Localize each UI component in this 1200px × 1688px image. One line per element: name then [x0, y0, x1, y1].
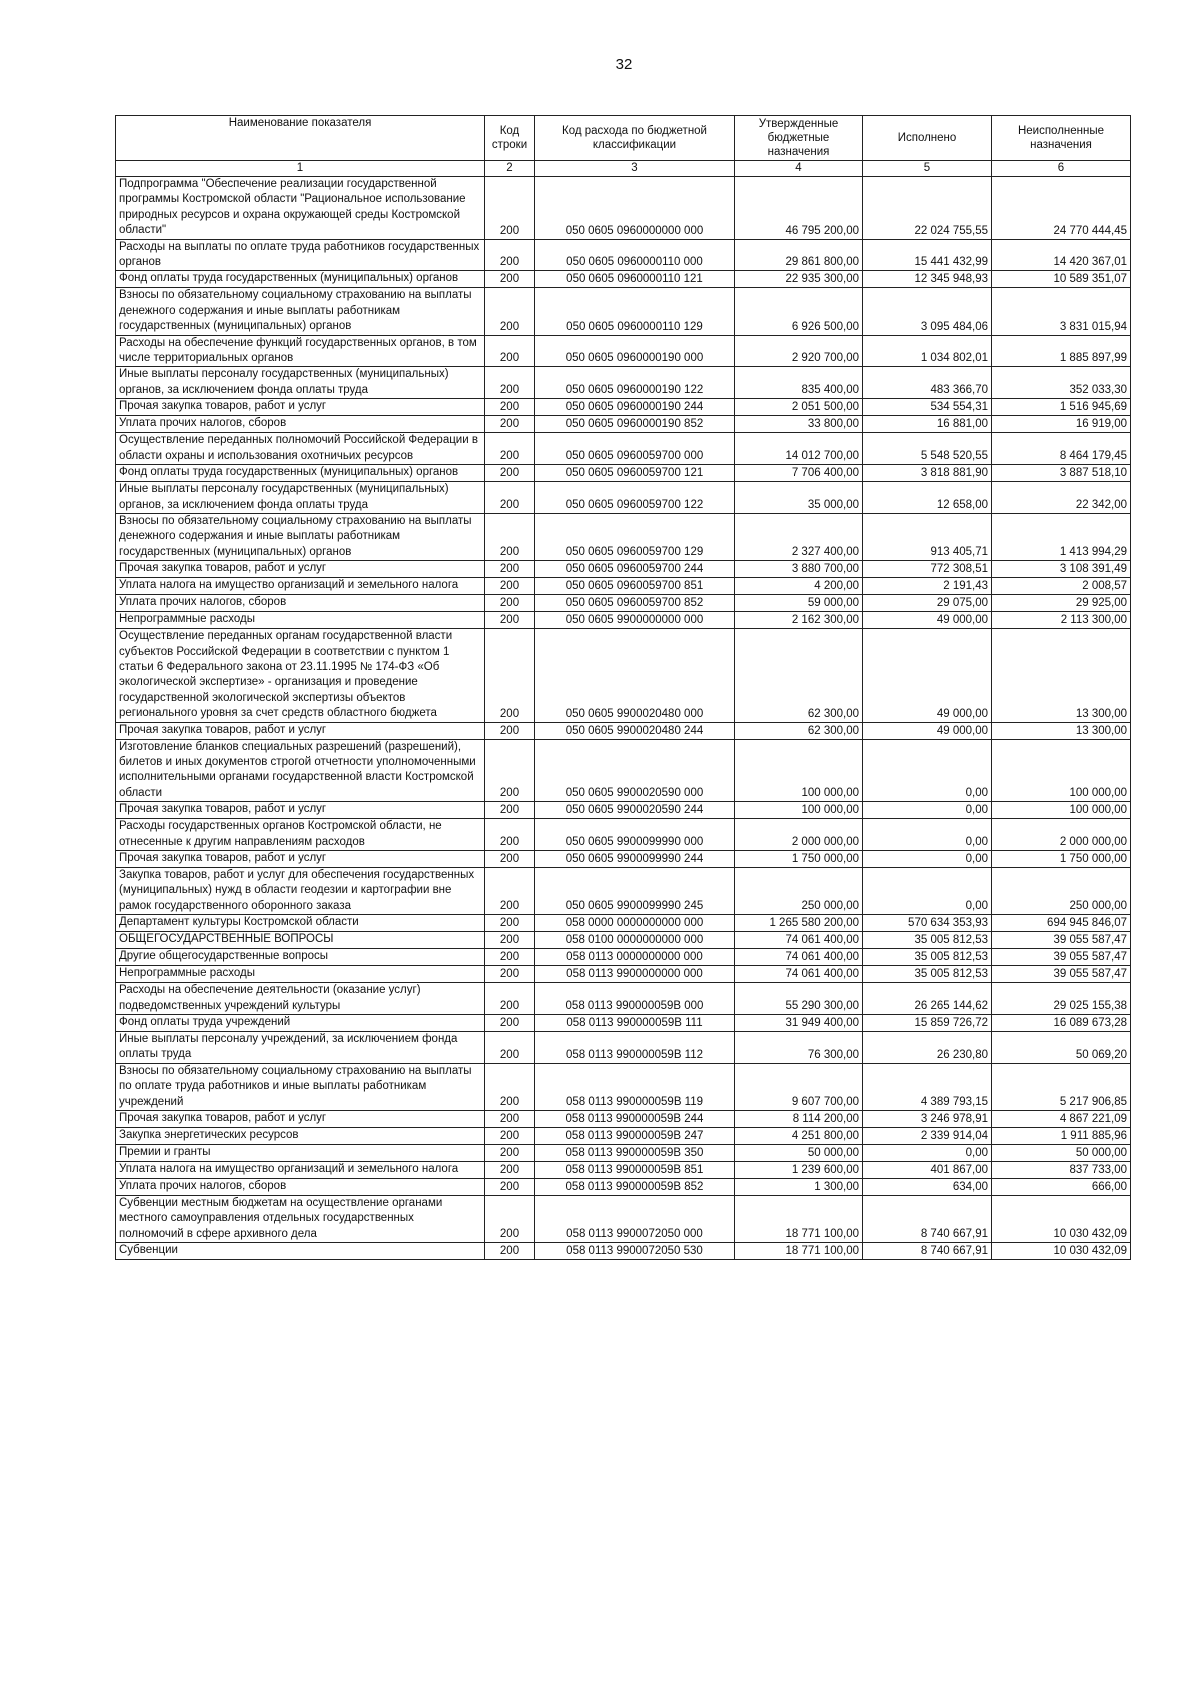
row-unexecuted: 2 113 300,00 — [992, 612, 1131, 629]
row-classification: 058 0113 990000059В 111 — [535, 1015, 735, 1032]
row-classification: 050 0605 0960000190 000 — [535, 335, 735, 367]
row-executed: 0,00 — [863, 802, 992, 819]
row-line-code: 200 — [485, 1128, 535, 1145]
row-name: Премии и гранты — [116, 1145, 485, 1162]
row-name: Непрограммные расходы — [116, 966, 485, 983]
row-unexecuted: 24 770 444,45 — [992, 177, 1131, 240]
budget-execution-table — [115, 115, 1131, 1260]
row-unexecuted: 4 867 221,09 — [992, 1111, 1131, 1128]
row-executed: 0,00 — [863, 739, 992, 802]
column-number: 5 — [863, 161, 992, 177]
row-classification: 058 0113 990000059В 851 — [535, 1162, 735, 1179]
row-unexecuted: 39 055 587,47 — [992, 932, 1131, 949]
row-approved: 76 300,00 — [735, 1032, 863, 1064]
row-classification: 058 0113 0000000000 000 — [535, 949, 735, 966]
row-approved: 2 327 400,00 — [735, 513, 863, 560]
row-classification: 050 0605 9900020590 244 — [535, 802, 735, 819]
row-unexecuted: 16 919,00 — [992, 416, 1131, 433]
table-row — [116, 416, 1131, 433]
row-executed: 15 859 726,72 — [863, 1015, 992, 1032]
row-unexecuted: 2 000 000,00 — [992, 819, 1131, 851]
header-name: Наименование показателя — [116, 116, 485, 161]
row-executed: 12 345 948,93 — [863, 271, 992, 288]
table-row — [116, 915, 1131, 932]
table-row — [116, 1032, 1131, 1064]
row-name: Прочая закупка товаров, работ и услуг — [116, 722, 485, 739]
row-unexecuted: 3 831 015,94 — [992, 288, 1131, 335]
row-name: Осуществление переданных органам государственной власти субъектов Российской Федерации в соответствии с пунктом 1 статьи 6 Федерального закона от 23.11.1995 № 174-ФЗ «Об экологической экспертизе» - организация и проведение государственной экологической экспертизы объектов регионального уровня за счет средств областного бюджета — [116, 629, 485, 722]
row-executed: 483 366,70 — [863, 367, 992, 399]
row-executed: 16 881,00 — [863, 416, 992, 433]
row-name: Подпрограмма "Обеспечение реализации государственной программы Костромской области "Рациональное использование природных ресурсов и охрана окружающей среды Костромской области" — [116, 177, 485, 240]
row-unexecuted: 10 030 432,09 — [992, 1243, 1131, 1260]
row-line-code: 200 — [485, 722, 535, 739]
row-name: Непрограммные расходы — [116, 612, 485, 629]
row-unexecuted: 1 750 000,00 — [992, 851, 1131, 868]
row-line-code: 200 — [485, 1111, 535, 1128]
row-name: Взносы по обязательному социальному страхованию на выплаты денежного содержания и иные выплаты работникам государственных (муниципальных) органов — [116, 288, 485, 335]
row-approved: 74 061 400,00 — [735, 932, 863, 949]
row-unexecuted: 2 008,57 — [992, 578, 1131, 595]
row-classification: 058 0113 990000059В 000 — [535, 983, 735, 1015]
row-line-code: 200 — [485, 1015, 535, 1032]
row-unexecuted: 1 885 897,99 — [992, 335, 1131, 367]
row-unexecuted: 29 025 155,38 — [992, 983, 1131, 1015]
row-approved: 250 000,00 — [735, 868, 863, 915]
row-name: Иные выплаты персоналу учреждений, за исключением фонда оплаты труда — [116, 1032, 485, 1064]
row-classification: 050 0605 0960059700 852 — [535, 595, 735, 612]
row-unexecuted: 10 030 432,09 — [992, 1196, 1131, 1243]
row-approved: 8 114 200,00 — [735, 1111, 863, 1128]
row-line-code: 200 — [485, 949, 535, 966]
row-unexecuted: 14 420 367,01 — [992, 239, 1131, 271]
table-row — [116, 1179, 1131, 1196]
row-name: Взносы по обязательному социальному страхованию на выплаты по оплате труда работников и иные выплаты работникам учреждений — [116, 1063, 485, 1110]
row-unexecuted: 100 000,00 — [992, 802, 1131, 819]
table-row — [116, 983, 1131, 1015]
row-executed: 8 740 667,91 — [863, 1196, 992, 1243]
row-approved: 100 000,00 — [735, 802, 863, 819]
row-approved: 22 935 300,00 — [735, 271, 863, 288]
row-name: Уплата налога на имущество организаций и земельного налога — [116, 578, 485, 595]
row-line-code: 200 — [485, 239, 535, 271]
row-name: Закупка товаров, работ и услуг для обеспечения государственных (муниципальных) нужд в области геодезии и картографии вне рамок государственного оборонного заказа — [116, 868, 485, 915]
row-line-code: 200 — [485, 629, 535, 722]
table-row — [116, 739, 1131, 802]
row-name: Прочая закупка товаров, работ и услуг — [116, 399, 485, 416]
row-executed: 12 658,00 — [863, 482, 992, 514]
row-line-code: 200 — [485, 1243, 535, 1260]
row-classification: 050 0605 0960059700 121 — [535, 465, 735, 482]
row-approved: 55 290 300,00 — [735, 983, 863, 1015]
row-classification: 050 0605 0960000000 000 — [535, 177, 735, 240]
table-row — [116, 1063, 1131, 1110]
row-classification: 050 0605 9900020590 000 — [535, 739, 735, 802]
row-classification: 050 0605 0960000190 852 — [535, 416, 735, 433]
row-line-code: 200 — [485, 1162, 535, 1179]
row-name: Расходы на обеспечение деятельности (оказание услуг) подведомственных учреждений культуры — [116, 983, 485, 1015]
row-classification: 050 0605 0960059700 244 — [535, 561, 735, 578]
row-approved: 2 051 500,00 — [735, 399, 863, 416]
column-number: 4 — [735, 161, 863, 177]
row-classification: 058 0000 0000000000 000 — [535, 915, 735, 932]
row-approved: 2 000 000,00 — [735, 819, 863, 851]
row-classification: 050 0605 0960059700 851 — [535, 578, 735, 595]
row-approved: 2 162 300,00 — [735, 612, 863, 629]
row-approved: 100 000,00 — [735, 739, 863, 802]
row-unexecuted: 13 300,00 — [992, 629, 1131, 722]
row-classification: 050 0605 0960000190 122 — [535, 367, 735, 399]
row-name: Уплата прочих налогов, сборов — [116, 595, 485, 612]
row-approved: 3 880 700,00 — [735, 561, 863, 578]
row-classification: 058 0113 990000059В 244 — [535, 1111, 735, 1128]
row-executed: 1 034 802,01 — [863, 335, 992, 367]
row-name: Иные выплаты персоналу государственных (муниципальных) органов, за исключением фонда оплаты труда — [116, 482, 485, 514]
row-approved: 1 750 000,00 — [735, 851, 863, 868]
table-row — [116, 271, 1131, 288]
table-row — [116, 819, 1131, 851]
row-name: Взносы по обязательному социальному страхованию на выплаты денежного содержания и иные выплаты работникам государственных (муниципальных) органов — [116, 513, 485, 560]
row-classification: 050 0605 0960000110 000 — [535, 239, 735, 271]
row-approved: 46 795 200,00 — [735, 177, 863, 240]
row-unexecuted: 3 108 391,49 — [992, 561, 1131, 578]
row-name: Уплата налога на имущество организаций и земельного налога — [116, 1162, 485, 1179]
row-approved: 62 300,00 — [735, 722, 863, 739]
row-unexecuted: 10 589 351,07 — [992, 271, 1131, 288]
row-line-code: 200 — [485, 595, 535, 612]
row-executed: 49 000,00 — [863, 612, 992, 629]
row-approved: 74 061 400,00 — [735, 949, 863, 966]
row-executed: 26 265 144,62 — [863, 983, 992, 1015]
row-unexecuted: 1 413 994,29 — [992, 513, 1131, 560]
row-line-code: 200 — [485, 335, 535, 367]
row-line-code: 200 — [485, 399, 535, 416]
table-row — [116, 629, 1131, 722]
row-unexecuted: 837 733,00 — [992, 1162, 1131, 1179]
row-unexecuted: 39 055 587,47 — [992, 966, 1131, 983]
row-classification: 050 0605 9900020480 000 — [535, 629, 735, 722]
row-name: Прочая закупка товаров, работ и услуг — [116, 561, 485, 578]
row-name: Субвенции — [116, 1243, 485, 1260]
row-name: Изготовление бланков специальных разрешений (разрешений), билетов и иных документов строгой отчетности уполномоченными исполнительными органами государственной власти Костромской области — [116, 739, 485, 802]
row-name: Прочая закупка товаров, работ и услуг — [116, 1111, 485, 1128]
row-line-code: 200 — [485, 819, 535, 851]
row-executed: 3 095 484,06 — [863, 288, 992, 335]
row-executed: 5 548 520,55 — [863, 433, 992, 465]
row-name: Прочая закупка товаров, работ и услуг — [116, 802, 485, 819]
row-line-code: 200 — [485, 288, 535, 335]
row-line-code: 200 — [485, 367, 535, 399]
row-name: Фонд оплаты труда государственных (муниципальных) органов — [116, 271, 485, 288]
row-executed: 8 740 667,91 — [863, 1243, 992, 1260]
row-line-code: 200 — [485, 868, 535, 915]
row-executed: 772 308,51 — [863, 561, 992, 578]
row-executed: 2 339 914,04 — [863, 1128, 992, 1145]
row-classification: 058 0113 990000059В 852 — [535, 1179, 735, 1196]
table-row — [116, 1162, 1131, 1179]
table-row — [116, 932, 1131, 949]
row-approved: 835 400,00 — [735, 367, 863, 399]
row-name: Уплата прочих налогов, сборов — [116, 416, 485, 433]
table-row — [116, 288, 1131, 335]
row-executed: 0,00 — [863, 868, 992, 915]
row-executed: 634,00 — [863, 1179, 992, 1196]
row-approved: 4 200,00 — [735, 578, 863, 595]
row-executed: 22 024 755,55 — [863, 177, 992, 240]
row-approved: 74 061 400,00 — [735, 966, 863, 983]
row-classification: 050 0605 0960000110 121 — [535, 271, 735, 288]
table-row — [116, 1128, 1131, 1145]
row-executed: 534 554,31 — [863, 399, 992, 416]
row-name: ОБЩЕГОСУДАРСТВЕННЫЕ ВОПРОСЫ — [116, 932, 485, 949]
row-executed: 29 075,00 — [863, 595, 992, 612]
row-name: Фонд оплаты труда государственных (муниципальных) органов — [116, 465, 485, 482]
row-unexecuted: 16 089 673,28 — [992, 1015, 1131, 1032]
row-line-code: 200 — [485, 177, 535, 240]
row-name: Субвенции местным бюджетам на осуществление органами местного самоуправления отдельных государственных полномочий в сфере архивного дела — [116, 1196, 485, 1243]
row-line-code: 200 — [485, 966, 535, 983]
table-row — [116, 1196, 1131, 1243]
row-line-code: 200 — [485, 561, 535, 578]
table-row — [116, 1145, 1131, 1162]
row-executed: 2 191,43 — [863, 578, 992, 595]
row-line-code: 200 — [485, 1145, 535, 1162]
row-executed: 4 389 793,15 — [863, 1063, 992, 1110]
row-name: Другие общегосударственные вопросы — [116, 949, 485, 966]
row-classification: 050 0605 9900099990 000 — [535, 819, 735, 851]
row-unexecuted: 50 069,20 — [992, 1032, 1131, 1064]
row-executed: 3 818 881,90 — [863, 465, 992, 482]
row-classification: 058 0113 990000059В 112 — [535, 1032, 735, 1064]
row-classification: 050 0605 0960000110 129 — [535, 288, 735, 335]
table-row — [116, 1015, 1131, 1032]
row-line-code: 200 — [485, 578, 535, 595]
row-line-code: 200 — [485, 433, 535, 465]
row-unexecuted: 13 300,00 — [992, 722, 1131, 739]
row-executed: 49 000,00 — [863, 629, 992, 722]
row-approved: 59 000,00 — [735, 595, 863, 612]
row-line-code: 200 — [485, 802, 535, 819]
row-executed: 3 246 978,91 — [863, 1111, 992, 1128]
row-classification: 050 0605 9900020480 244 — [535, 722, 735, 739]
header-classification: Код расхода по бюджетной классификации — [535, 116, 735, 161]
row-unexecuted: 1 911 885,96 — [992, 1128, 1131, 1145]
page-number: 32 — [615, 56, 633, 73]
row-line-code: 200 — [485, 1179, 535, 1196]
row-unexecuted: 352 033,30 — [992, 367, 1131, 399]
row-name: Осуществление переданных полномочий Российской Федерации в области охраны и использования охотничьих ресурсов — [116, 433, 485, 465]
column-number: 1 — [116, 161, 485, 177]
row-approved: 1 239 600,00 — [735, 1162, 863, 1179]
row-classification: 058 0100 0000000000 000 — [535, 932, 735, 949]
table-body — [116, 177, 1131, 1260]
row-unexecuted: 694 945 846,07 — [992, 915, 1131, 932]
row-unexecuted: 250 000,00 — [992, 868, 1131, 915]
row-executed: 35 005 812,53 — [863, 949, 992, 966]
row-executed: 570 634 353,93 — [863, 915, 992, 932]
row-line-code: 200 — [485, 271, 535, 288]
column-number: 3 — [535, 161, 735, 177]
row-unexecuted: 8 464 179,45 — [992, 433, 1131, 465]
table-row — [116, 868, 1131, 915]
table-row — [116, 949, 1131, 966]
row-approved: 18 771 100,00 — [735, 1196, 863, 1243]
row-line-code: 200 — [485, 851, 535, 868]
column-number: 2 — [485, 161, 535, 177]
row-executed: 913 405,71 — [863, 513, 992, 560]
table-row — [116, 513, 1131, 560]
row-classification: 050 0605 9900000000 000 — [535, 612, 735, 629]
row-executed: 49 000,00 — [863, 722, 992, 739]
table-header-row — [116, 116, 1131, 161]
row-approved: 35 000,00 — [735, 482, 863, 514]
row-approved: 1 300,00 — [735, 1179, 863, 1196]
table-row — [116, 433, 1131, 465]
row-classification: 050 0605 0960059700 000 — [535, 433, 735, 465]
row-executed: 0,00 — [863, 1145, 992, 1162]
row-unexecuted: 100 000,00 — [992, 739, 1131, 802]
row-classification: 050 0605 0960059700 122 — [535, 482, 735, 514]
row-unexecuted: 3 887 518,10 — [992, 465, 1131, 482]
row-name: Закупка энергетических ресурсов — [116, 1128, 485, 1145]
row-approved: 50 000,00 — [735, 1145, 863, 1162]
row-executed: 35 005 812,53 — [863, 932, 992, 949]
table-row — [116, 595, 1131, 612]
table-row — [116, 239, 1131, 271]
row-unexecuted: 22 342,00 — [992, 482, 1131, 514]
row-line-code: 200 — [485, 612, 535, 629]
row-name: Расходы на обеспечение функций государственных органов, в том числе территориальных органов — [116, 335, 485, 367]
table-row — [116, 851, 1131, 868]
row-name: Фонд оплаты труда учреждений — [116, 1015, 485, 1032]
row-line-code: 200 — [485, 482, 535, 514]
table-row — [116, 335, 1131, 367]
row-name: Расходы государственных органов Костромской области, не отнесенные к другим направлениям расходов — [116, 819, 485, 851]
row-classification: 058 0113 9900072050 530 — [535, 1243, 735, 1260]
row-classification: 058 0113 990000059В 247 — [535, 1128, 735, 1145]
row-name: Иные выплаты персоналу государственных (муниципальных) органов, за исключением фонда оплаты труда — [116, 367, 485, 399]
row-unexecuted: 1 516 945,69 — [992, 399, 1131, 416]
row-executed: 35 005 812,53 — [863, 966, 992, 983]
table-row — [116, 578, 1131, 595]
header-executed: Исполнено — [863, 116, 992, 161]
row-approved: 1 265 580 200,00 — [735, 915, 863, 932]
row-line-code: 200 — [485, 739, 535, 802]
header-line-code: Код строки — [485, 116, 535, 161]
row-approved: 6 926 500,00 — [735, 288, 863, 335]
row-approved: 4 251 800,00 — [735, 1128, 863, 1145]
row-executed: 15 441 432,99 — [863, 239, 992, 271]
row-name: Уплата прочих налогов, сборов — [116, 1179, 485, 1196]
row-approved: 18 771 100,00 — [735, 1243, 863, 1260]
row-approved: 7 706 400,00 — [735, 465, 863, 482]
header-approved: Утвержденные бюджетные назначения — [735, 116, 863, 161]
row-unexecuted: 50 000,00 — [992, 1145, 1131, 1162]
row-classification: 058 0113 9900072050 000 — [535, 1196, 735, 1243]
row-classification: 058 0113 990000059В 119 — [535, 1063, 735, 1110]
column-number-row — [116, 161, 1131, 177]
row-executed: 0,00 — [863, 819, 992, 851]
row-line-code: 200 — [485, 915, 535, 932]
row-approved: 14 012 700,00 — [735, 433, 863, 465]
table-row — [116, 465, 1131, 482]
table-row — [116, 722, 1131, 739]
row-approved: 9 607 700,00 — [735, 1063, 863, 1110]
header-unexecuted: Неисполненные назначения — [992, 116, 1131, 161]
row-classification: 050 0605 9900099990 244 — [535, 851, 735, 868]
row-approved: 33 800,00 — [735, 416, 863, 433]
row-line-code: 200 — [485, 1063, 535, 1110]
row-classification: 058 0113 9900000000 000 — [535, 966, 735, 983]
row-classification: 050 0605 0960059700 129 — [535, 513, 735, 560]
row-classification: 050 0605 0960000190 244 — [535, 399, 735, 416]
row-name: Прочая закупка товаров, работ и услуг — [116, 851, 485, 868]
row-line-code: 200 — [485, 1032, 535, 1064]
row-executed: 0,00 — [863, 851, 992, 868]
table-row — [116, 177, 1131, 240]
table-row — [116, 802, 1131, 819]
row-unexecuted: 29 925,00 — [992, 595, 1131, 612]
row-unexecuted: 39 055 587,47 — [992, 949, 1131, 966]
row-approved: 62 300,00 — [735, 629, 863, 722]
row-line-code: 200 — [485, 416, 535, 433]
column-number: 6 — [992, 161, 1131, 177]
row-line-code: 200 — [485, 932, 535, 949]
row-approved: 2 920 700,00 — [735, 335, 863, 367]
row-line-code: 200 — [485, 1196, 535, 1243]
row-line-code: 200 — [485, 465, 535, 482]
row-executed: 401 867,00 — [863, 1162, 992, 1179]
row-unexecuted: 666,00 — [992, 1179, 1131, 1196]
row-line-code: 200 — [485, 983, 535, 1015]
row-classification: 058 0113 990000059В 350 — [535, 1145, 735, 1162]
row-executed: 26 230,80 — [863, 1032, 992, 1064]
table-row — [116, 612, 1131, 629]
row-line-code: 200 — [485, 513, 535, 560]
table-row — [116, 1243, 1131, 1260]
row-name: Департамент культуры Костромской области — [116, 915, 485, 932]
table-row — [116, 367, 1131, 399]
table-row — [116, 561, 1131, 578]
row-classification: 050 0605 9900099990 245 — [535, 868, 735, 915]
row-approved: 29 861 800,00 — [735, 239, 863, 271]
table-row — [116, 399, 1131, 416]
row-unexecuted: 5 217 906,85 — [992, 1063, 1131, 1110]
table-row — [116, 966, 1131, 983]
table-row — [116, 1111, 1131, 1128]
row-approved: 31 949 400,00 — [735, 1015, 863, 1032]
row-name: Расходы на выплаты по оплате труда работников государственных органов — [116, 239, 485, 271]
table-row — [116, 482, 1131, 514]
